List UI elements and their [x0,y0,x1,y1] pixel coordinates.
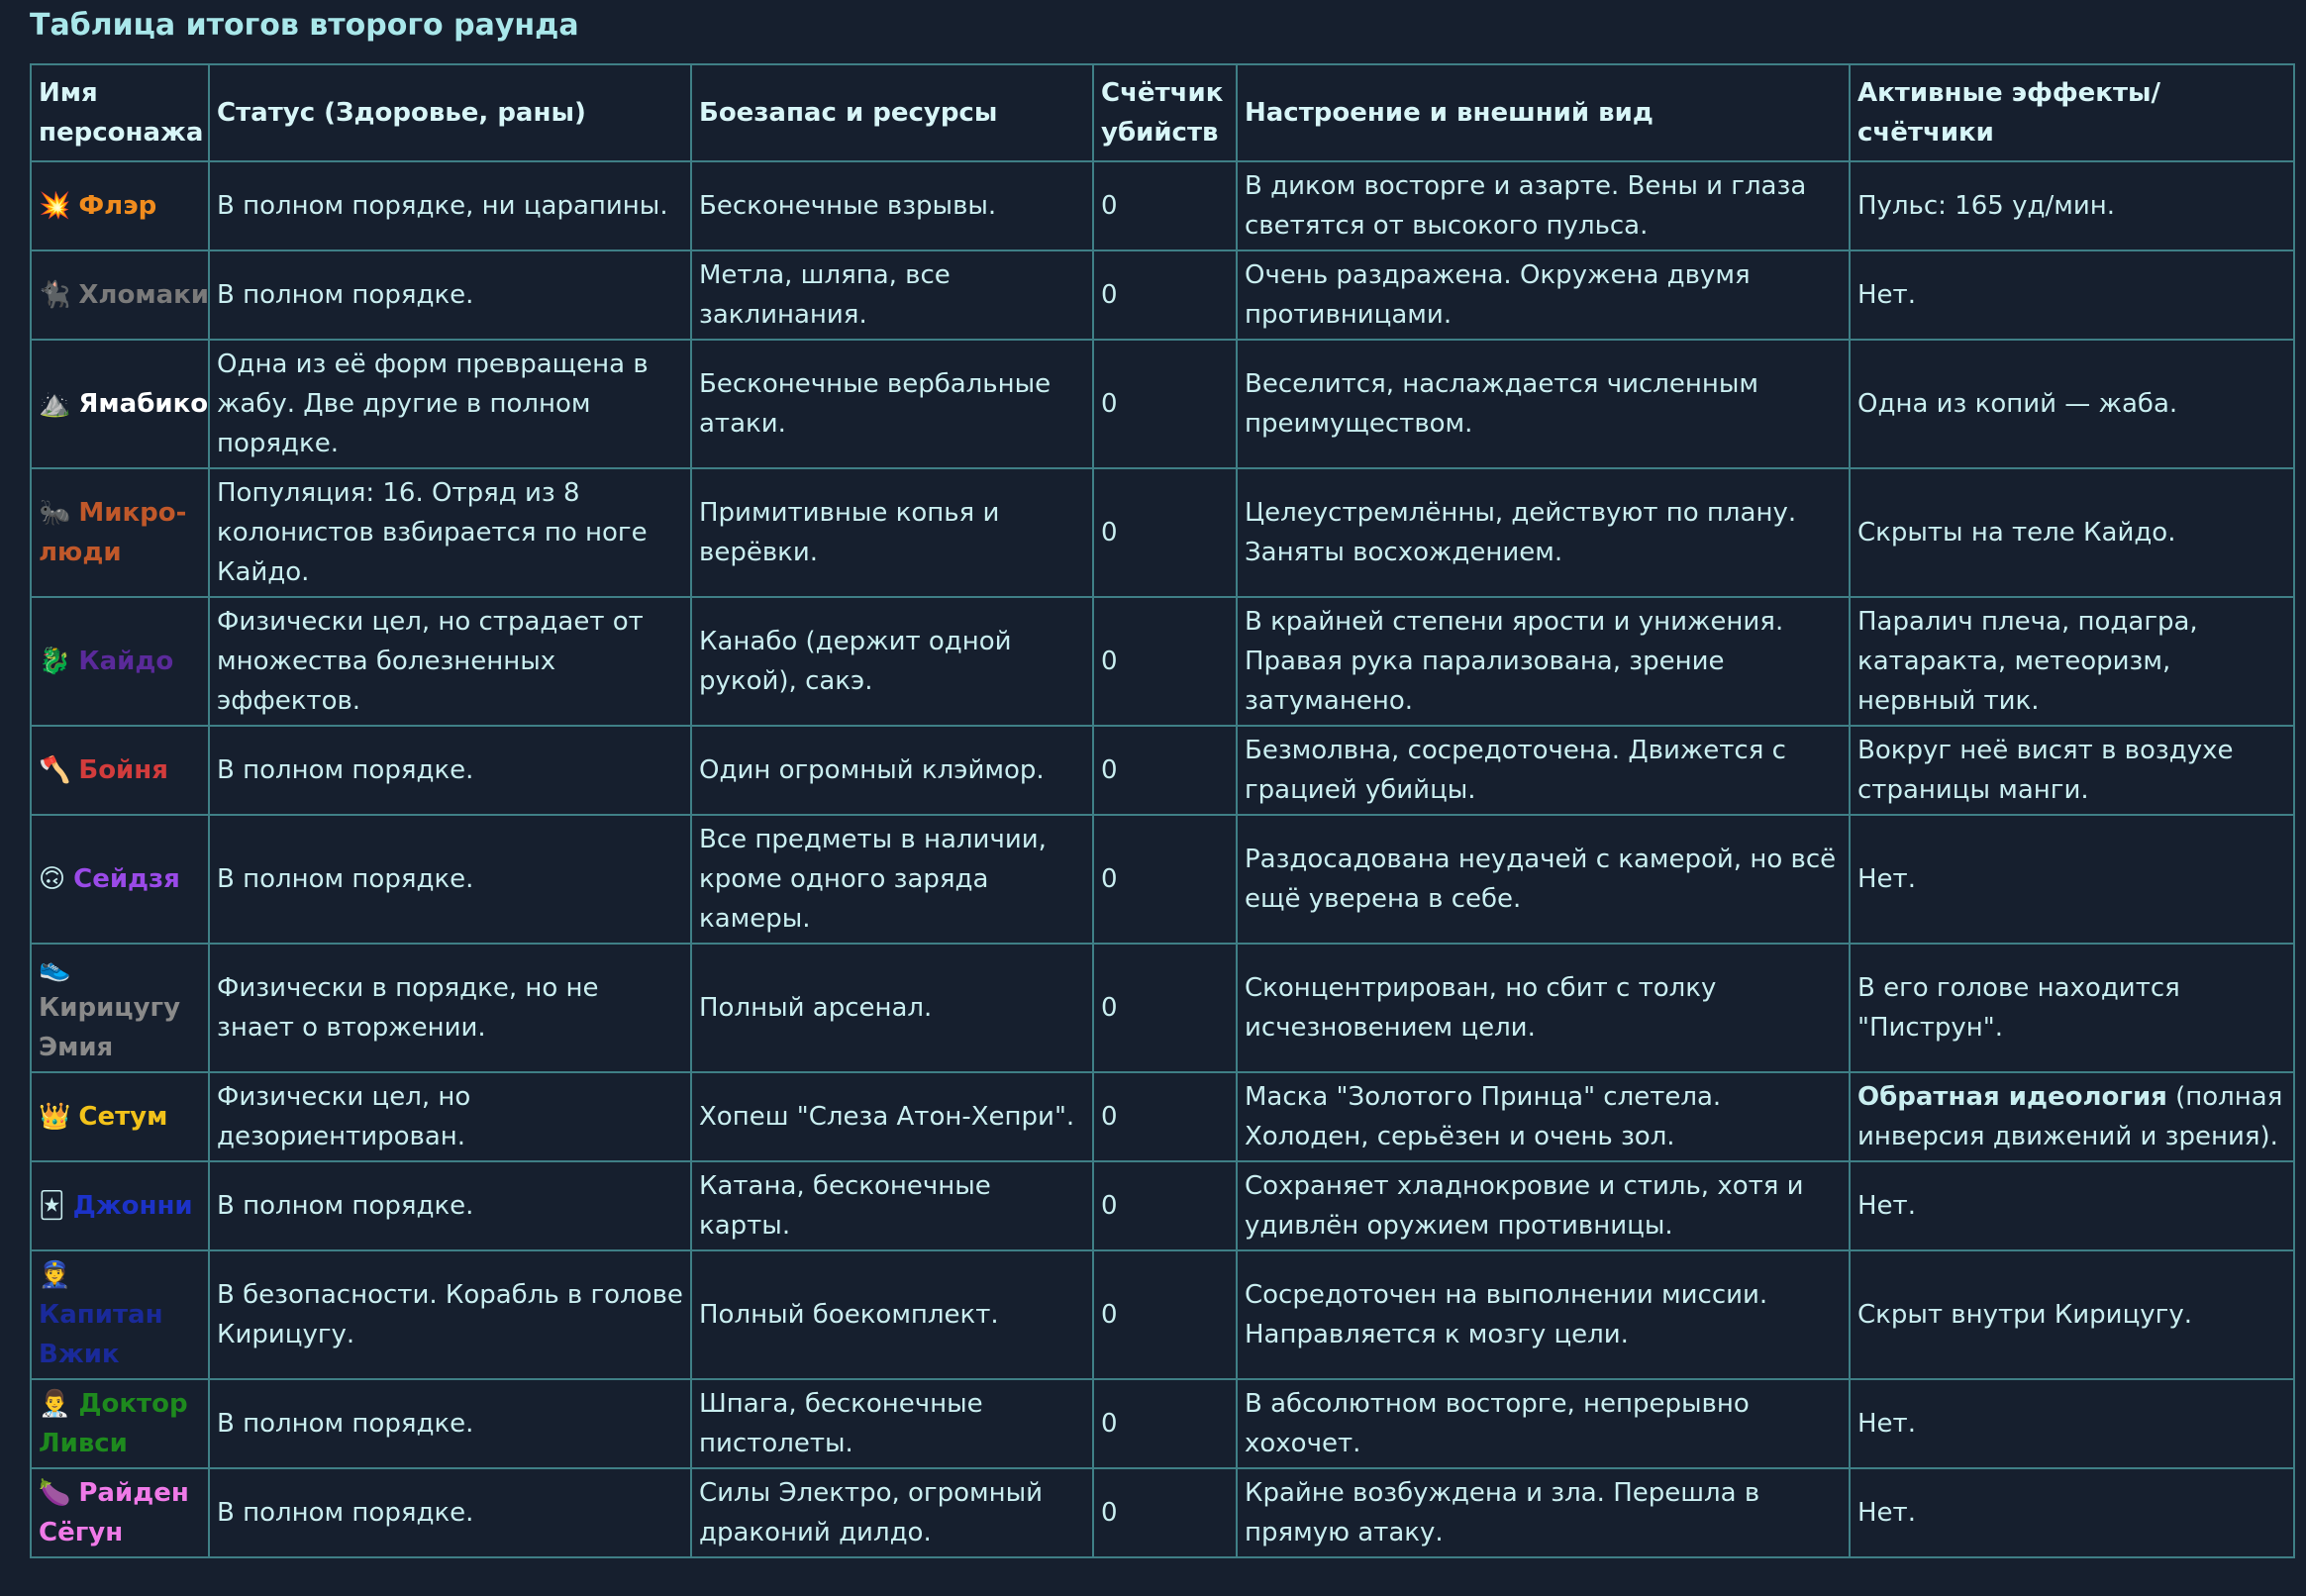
cell-effects [1850,468,2294,597]
cell-name [31,815,209,944]
table-row [31,597,2294,726]
character-name: Доктор Ливси [39,1389,188,1458]
cell-kills: 0 [1093,250,1237,340]
cell-mood: Веселится, наслаждается численным преимуществом. [1237,340,1850,468]
effect-text: Одна из копий — жаба. [1857,389,2178,419]
cell-mood: Очень раздражена. Окружена двумя противницами. [1237,250,1850,340]
character-name: Джонни [72,1191,193,1221]
cell-name [31,944,209,1072]
cell-name [31,597,209,726]
character-name: Райден Сёгун [39,1478,189,1547]
cell-effects [1850,1379,2294,1468]
cell-mood: Маска "Золотого Принца" слетела. Холоден, серьёзен и очень зол. [1237,1072,1850,1161]
cell-mood: Сосредоточен на выполнении миссии. Направляется к мозгу цели. [1237,1250,1850,1379]
effect-text: Нет. [1857,1409,1916,1439]
character-icon: 🃏 [39,1191,65,1221]
character-name: Ямабико [78,389,209,419]
cell-kills: 0 [1093,944,1237,1072]
effect-text: Вокруг неё висят в воздухе страницы манги. [1857,736,2234,805]
table-row [31,1072,2294,1161]
cell-kills: 0 [1093,726,1237,815]
cell-status: В полном порядке. [209,815,691,944]
character-icon: 🍆 [39,1478,71,1508]
cell-effects [1850,597,2294,726]
results-table [30,63,2295,1558]
cell-ammo: Силы Электро, огромный драконий дилдо. [691,1468,1093,1557]
effect-text: Нет. [1857,1191,1916,1221]
cell-ammo: Полный боекомплект. [691,1250,1093,1379]
effect-text: Паралич плеча, подагра, катаракта, метеоризм, нервный тик. [1857,607,2198,716]
table-row [31,250,2294,340]
cell-mood: Сохраняет хладнокровие и стиль, хотя и удивлён оружием противницы. [1237,1161,1850,1250]
cell-ammo: Шпага, бесконечные пистолеты. [691,1379,1093,1468]
cell-status: В полном порядке, ни царапины. [209,161,691,250]
cell-kills: 0 [1093,815,1237,944]
cell-effects [1850,161,2294,250]
cell-name [31,161,209,250]
cell-effects [1850,1468,2294,1557]
cell-effects [1850,944,2294,1072]
cell-mood: Безмолвна, сосредоточена. Движется с грацией убийцы. [1237,726,1850,815]
cell-ammo: Все предметы в наличии, кроме одного заряда камеры. [691,815,1093,944]
cell-status: В безопасности. Корабль в голове Кирицугу. [209,1250,691,1379]
cell-name [31,1072,209,1161]
header-effects: Активные эффекты/счётчики [1850,64,2294,161]
header-row [31,64,2294,161]
character-icon: 🐉 [39,647,71,676]
cell-name [31,1250,209,1379]
cell-status: В полном порядке. [209,250,691,340]
cell-name [31,1379,209,1468]
header-kills: Счётчик убийств [1093,64,1237,161]
header-status: Статус (Здоровье, раны) [209,64,691,161]
header-mood: Настроение и внешний вид [1237,64,1850,161]
cell-mood: Сконцентрирован, но сбит с толку исчезновением цели. [1237,944,1850,1072]
cell-kills: 0 [1093,161,1237,250]
effect-highlight: Обратная идеология [1857,1082,2167,1112]
cell-status: В полном порядке. [209,1468,691,1557]
effect-text: Пульс: 165 уд/мин. [1857,191,2115,221]
cell-status: В полном порядке. [209,1161,691,1250]
character-icon: 💥 [39,191,71,221]
cell-status: Одна из её форм превращена в жабу. Две другие в полном порядке. [209,340,691,468]
cell-status: Физически в порядке, но не знает о вторжении. [209,944,691,1072]
effect-text: (полная инверсия движений и зрения). [1857,1082,2283,1151]
cell-status: В полном порядке. [209,726,691,815]
header-ammo: Боезапас и ресурсы [691,64,1093,161]
table-row [31,1250,2294,1379]
character-name: Кайдо [78,647,174,676]
effect-text: В его голове находится "Пиструн". [1857,973,2180,1043]
character-icon: 🪓 [39,755,71,785]
character-icon: 👮 [39,1260,71,1290]
cell-kills: 0 [1093,1468,1237,1557]
cell-effects [1850,726,2294,815]
cell-mood: Раздосадована неудачей с камерой, но всё ещё уверена в себе. [1237,815,1850,944]
character-icon: 👨‍⚕️ [39,1389,71,1419]
cell-ammo: Примитивные копья и верёвки. [691,468,1093,597]
cell-effects [1850,1161,2294,1250]
cell-kills: 0 [1093,1072,1237,1161]
cell-effects [1850,250,2294,340]
cell-status: Популяция: 16. Отряд из 8 колонистов взбирается по ноге Кайдо. [209,468,691,597]
character-icon: 👑 [39,1102,71,1132]
effect-text: Нет. [1857,280,1916,310]
effect-text: Нет. [1857,864,1916,894]
cell-mood: В крайней степени ярости и унижения. Правая рука парализована, зрение затуманено. [1237,597,1850,726]
cell-kills: 0 [1093,340,1237,468]
character-icon: 🙃 [39,864,66,894]
header-name: Имя персонажа [31,64,209,161]
cell-ammo: Хопеш "Слеза Атон-Хепри". [691,1072,1093,1161]
cell-name [31,1161,209,1250]
cell-kills: 0 [1093,1250,1237,1379]
cell-ammo: Катана, бесконечные карты. [691,1161,1093,1250]
character-icon: 🐈‍⬛ [39,280,71,310]
cell-effects [1850,340,2294,468]
table-row [31,815,2294,944]
cell-ammo: Метла, шляпа, все заклинания. [691,250,1093,340]
character-icon: 🐜 [39,498,71,528]
cell-kills: 0 [1093,1161,1237,1250]
character-name: Микро-люди [39,498,187,567]
cell-status: Физически цел, но страдает от множества болезненных эффектов. [209,597,691,726]
character-icon: ⛰️ [39,389,71,419]
table-row [31,1379,2294,1468]
cell-status: В полном порядке. [209,1379,691,1468]
effect-text: Нет. [1857,1498,1916,1528]
character-name: Кирицугу Эмия [39,993,181,1062]
cell-mood: В диком восторге и азарте. Вены и глаза светятся от высокого пульса. [1237,161,1850,250]
cell-effects [1850,1250,2294,1379]
cell-ammo: Канабо (держит одной рукой), сакэ. [691,597,1093,726]
cell-name [31,1468,209,1557]
cell-name [31,340,209,468]
table-row [31,1468,2294,1557]
cell-name [31,250,209,340]
cell-ammo: Бесконечные вербальные атаки. [691,340,1093,468]
character-name: Хломаки [78,280,209,310]
cell-name [31,468,209,597]
character-icon: 👟 [39,953,71,983]
effect-text: Скрыты на теле Кайдо. [1857,518,2176,548]
cell-ammo: Один огромный клэймор. [691,726,1093,815]
cell-kills: 0 [1093,1379,1237,1468]
cell-ammo: Бесконечные взрывы. [691,161,1093,250]
table-row [31,161,2294,250]
character-name: Капитан Вжик [39,1300,163,1369]
effect-text: Скрыт внутри Кирицугу. [1857,1300,2192,1330]
character-name: Флэр [78,191,157,221]
table-row [31,944,2294,1072]
cell-kills: 0 [1093,597,1237,726]
cell-mood: Крайне возбуждена и зла. Перешла в прямую атаку. [1237,1468,1850,1557]
cell-effects [1850,1072,2294,1161]
cell-mood: Целеустремлённы, действуют по плану. Заняты восхождением. [1237,468,1850,597]
cell-kills: 0 [1093,468,1237,597]
table-body [31,161,2294,1557]
cell-effects [1850,815,2294,944]
table-row [31,340,2294,468]
character-name: Бойня [78,755,168,785]
table-row [31,726,2294,815]
cell-name [31,726,209,815]
cell-status: Физически цел, но дезориентирован. [209,1072,691,1161]
page-title: Таблица итогов второго раунда [30,8,579,43]
character-name: Сейдзя [73,864,180,894]
table-row [31,1161,2294,1250]
character-name: Сетум [78,1102,168,1132]
cell-mood: В абсолютном восторге, непрерывно хохочет. [1237,1379,1850,1468]
cell-ammo: Полный арсенал. [691,944,1093,1072]
table-row [31,468,2294,597]
